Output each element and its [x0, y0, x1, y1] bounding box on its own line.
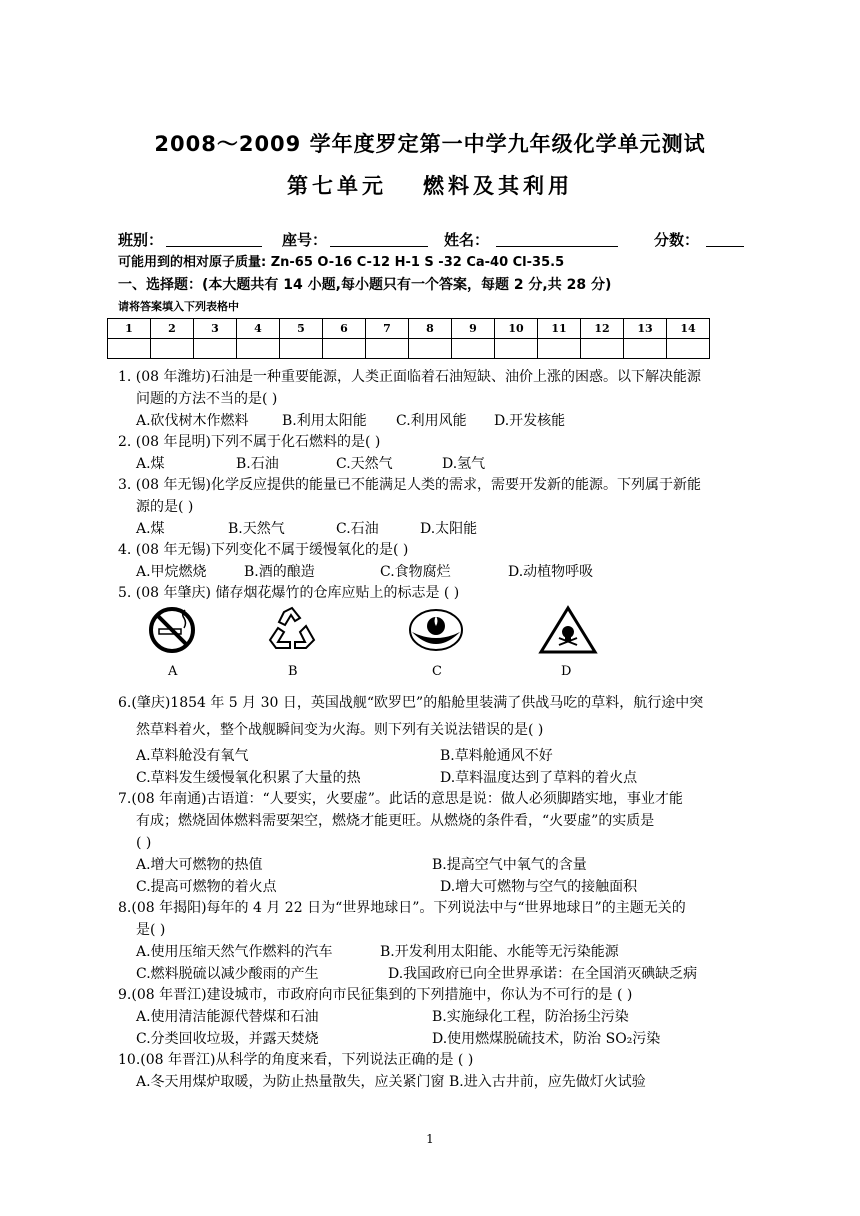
- q6-option-d: D.草料温度达到了草料的着火点: [440, 770, 638, 786]
- name-field[interactable]: [496, 230, 618, 247]
- answer-cell[interactable]: [151, 339, 194, 359]
- q4-option-a: A.甲烷燃烧: [136, 564, 207, 580]
- answer-number: 2: [151, 319, 194, 339]
- q6-stem-cont: 然草料着火，整个战舰瞬间变为火海。则下列有关说法错误的是( ): [136, 722, 544, 738]
- q9-option-b: B.实施绿化工程，防治扬尘污染: [432, 1009, 629, 1025]
- table-instruction: 请将答案填入下列表格中: [118, 300, 239, 313]
- answer-cell[interactable]: [667, 339, 710, 359]
- answer-number: 13: [624, 319, 667, 339]
- q5-stem: 5. (08 年肇庆) 储存烟花爆竹的仓库应贴上的标志是 ( ): [118, 585, 460, 601]
- q1-stem: 1. (08 年潍坊)石油是一种重要能源，人类正面临着石油短缺、油价上涨的困惑。以下解决能源: [118, 369, 701, 385]
- answer-number: 11: [538, 319, 581, 339]
- score-label: 分数：: [654, 231, 700, 249]
- answer-number: 3: [194, 319, 237, 339]
- q2-option-c: C.天然气: [336, 456, 393, 472]
- answer-table-header-row: [108, 319, 710, 339]
- q1-option-b: B.利用太阳能: [282, 413, 367, 429]
- q9-option-c: C.分类回收垃圾，并露天焚烧: [136, 1031, 319, 1047]
- q9-stem: 9.(08 年晋江)建设城市，市政府向市民征集到的下列措施中，你认为不可行的是 ( ): [118, 987, 633, 1003]
- answer-cell[interactable]: [194, 339, 237, 359]
- caution-disc-sign-icon: [406, 604, 466, 656]
- exam-title: 2008～2009 学年度罗定第一中学九年级化学单元测试: [154, 132, 706, 156]
- answer-cell[interactable]: [280, 339, 323, 359]
- sign-label-d: D: [561, 664, 572, 679]
- answer-cell[interactable]: [366, 339, 409, 359]
- score-field[interactable]: [706, 230, 744, 247]
- q8-stem: 8.(08 年揭阳)每年的 4 月 22 日为“世界地球日”。下列说法中与“世界地球日”的主题无关的: [118, 900, 686, 916]
- q7-stem-cont: 有成；燃烧固体燃料需要架空，燃烧才能更旺。从燃烧的条件看，“火要虚”的实质是: [136, 813, 655, 829]
- class-label: 班别：: [118, 231, 164, 249]
- seat-label: 座号：: [282, 231, 328, 249]
- unit-name: 燃料及其利用: [423, 174, 573, 198]
- q2-option-a: A.煤: [136, 456, 165, 472]
- q2-stem: 2. (08 年昆明)下列不属于化石燃料的是( ): [118, 434, 381, 450]
- q4-stem: 4. (08 年无锡)下列变化不属于缓慢氧化的是( ): [118, 542, 409, 558]
- q8-stem-cont: 是( ): [136, 922, 166, 938]
- q1-option-c: C.利用风能: [396, 413, 467, 429]
- answer-number: 8: [409, 319, 452, 339]
- seat-field[interactable]: [330, 230, 428, 247]
- answer-cell[interactable]: [323, 339, 366, 359]
- answer-number: 9: [452, 319, 495, 339]
- q3-option-c: C.石油: [336, 521, 379, 537]
- answer-cell[interactable]: [452, 339, 495, 359]
- answer-number: 14: [667, 319, 710, 339]
- answer-cell[interactable]: [581, 339, 624, 359]
- q6-option-a: A.草料舱没有氧气: [136, 748, 249, 764]
- q9-option-a: A.使用清洁能源代替煤和石油: [136, 1009, 319, 1025]
- q3-stem-cont: 源的是( ): [136, 499, 194, 515]
- toxic-warning-sign-icon: [538, 604, 598, 656]
- answer-number: 4: [237, 319, 280, 339]
- q9-option-d: D.使用燃煤脱硫技术，防治 SO₂污染: [432, 1031, 661, 1047]
- q1-option-a: A.砍伐树木作燃料: [136, 413, 249, 429]
- sign-label-c: C: [432, 664, 442, 679]
- q6-option-b: B.草料舱通风不好: [440, 748, 553, 764]
- q6-option-c: C.草料发生缓慢氧化积累了大量的热: [136, 770, 361, 786]
- q8-option-c: C.燃料脱硫以减少酸雨的产生: [136, 966, 319, 982]
- answer-number: 5: [280, 319, 323, 339]
- answer-number: 6: [323, 319, 366, 339]
- q7-stem-cont2: ( ): [136, 835, 152, 851]
- answer-table: [107, 318, 710, 359]
- answer-cell[interactable]: [538, 339, 581, 359]
- unit-number: 第七单元: [287, 174, 387, 198]
- class-field[interactable]: [166, 230, 262, 247]
- atomic-mass-line: 可能用到的相对原子质量: Zn-65 O-16 C-12 H-1 S -32 Ca-40 Cl-35.5: [118, 255, 565, 270]
- unit-title: [0, 170, 860, 200]
- sign-label-a: A: [168, 664, 178, 679]
- q10-options-ab: A.冬天用煤炉取暖，为防止热量散失，应关紧门窗 B.进入古井前，应先做灯火试验: [136, 1074, 646, 1090]
- q4-option-d: D.动植物呼吸: [508, 564, 594, 580]
- q6-stem: 6.(肇庆)1854 年 5 月 30 日，英国战舰“欧罗巴”的船舱里装满了供战马吃的草料，航行途中突: [118, 695, 704, 711]
- recycle-sign-icon: [262, 604, 322, 656]
- no-smoking-sign-icon: [142, 604, 202, 656]
- answer-cell[interactable]: [495, 339, 538, 359]
- q7-stem: 7.(08 年南通)古语道：“人要实，火要虚”。此话的意思是说：做人必须脚踏实地，事业才能: [118, 791, 683, 807]
- q7-option-c: C.提高可燃物的着火点: [136, 879, 277, 895]
- answer-table-input-row: [108, 339, 710, 359]
- answer-number: 10: [495, 319, 538, 339]
- q1-option-d: D.开发核能: [494, 413, 566, 429]
- answer-cell[interactable]: [237, 339, 280, 359]
- q3-option-b: B.天然气: [228, 521, 285, 537]
- q8-option-d: D.我国政府已向全世界承诺：在全国消灭碘缺乏病: [388, 966, 698, 982]
- page-number: 1: [426, 1132, 434, 1146]
- sign-label-b: B: [288, 664, 298, 679]
- q1-stem-cont: 问题的方法不当的是( ): [136, 391, 278, 407]
- q8-option-b: B.开发利用太阳能、水能等无污染能源: [380, 944, 619, 960]
- q7-option-d: D.增大可燃物与空气的接触面积: [440, 879, 638, 895]
- q3-option-d: D.太阳能: [420, 521, 478, 537]
- q7-option-a: A.增大可燃物的热值: [136, 857, 263, 873]
- q7-option-b: B.提高空气中氧气的含量: [432, 857, 587, 873]
- answer-number: 12: [581, 319, 624, 339]
- answer-cell[interactable]: [624, 339, 667, 359]
- q8-option-a: A.使用压缩天然气作燃料的汽车: [136, 944, 333, 960]
- q2-option-b: B.石油: [236, 456, 279, 472]
- answer-cell[interactable]: [409, 339, 452, 359]
- q4-option-c: C.食物腐烂: [380, 564, 451, 580]
- section-heading: 一、选择题：(本大题共有 14 小题,每小题只有一个答案，每题 2 分,共 28 分): [118, 277, 612, 293]
- q3-stem: 3. (08 年无锡)化学反应提供的能量已不能满足人类的需求，需要开发新的能源。下列属于新能: [118, 477, 701, 493]
- q10-stem: 10.(08 年晋江)从科学的角度来看，下列说法正确的是 ( ): [118, 1052, 474, 1068]
- answer-number: 7: [366, 319, 409, 339]
- name-label: 姓名：: [444, 231, 490, 249]
- answer-number: 1: [108, 319, 151, 339]
- q3-option-a: A.煤: [136, 521, 165, 537]
- q2-option-d: D.氢气: [442, 456, 486, 472]
- answer-cell[interactable]: [108, 339, 151, 359]
- q4-option-b: B.酒的酿造: [244, 564, 315, 580]
